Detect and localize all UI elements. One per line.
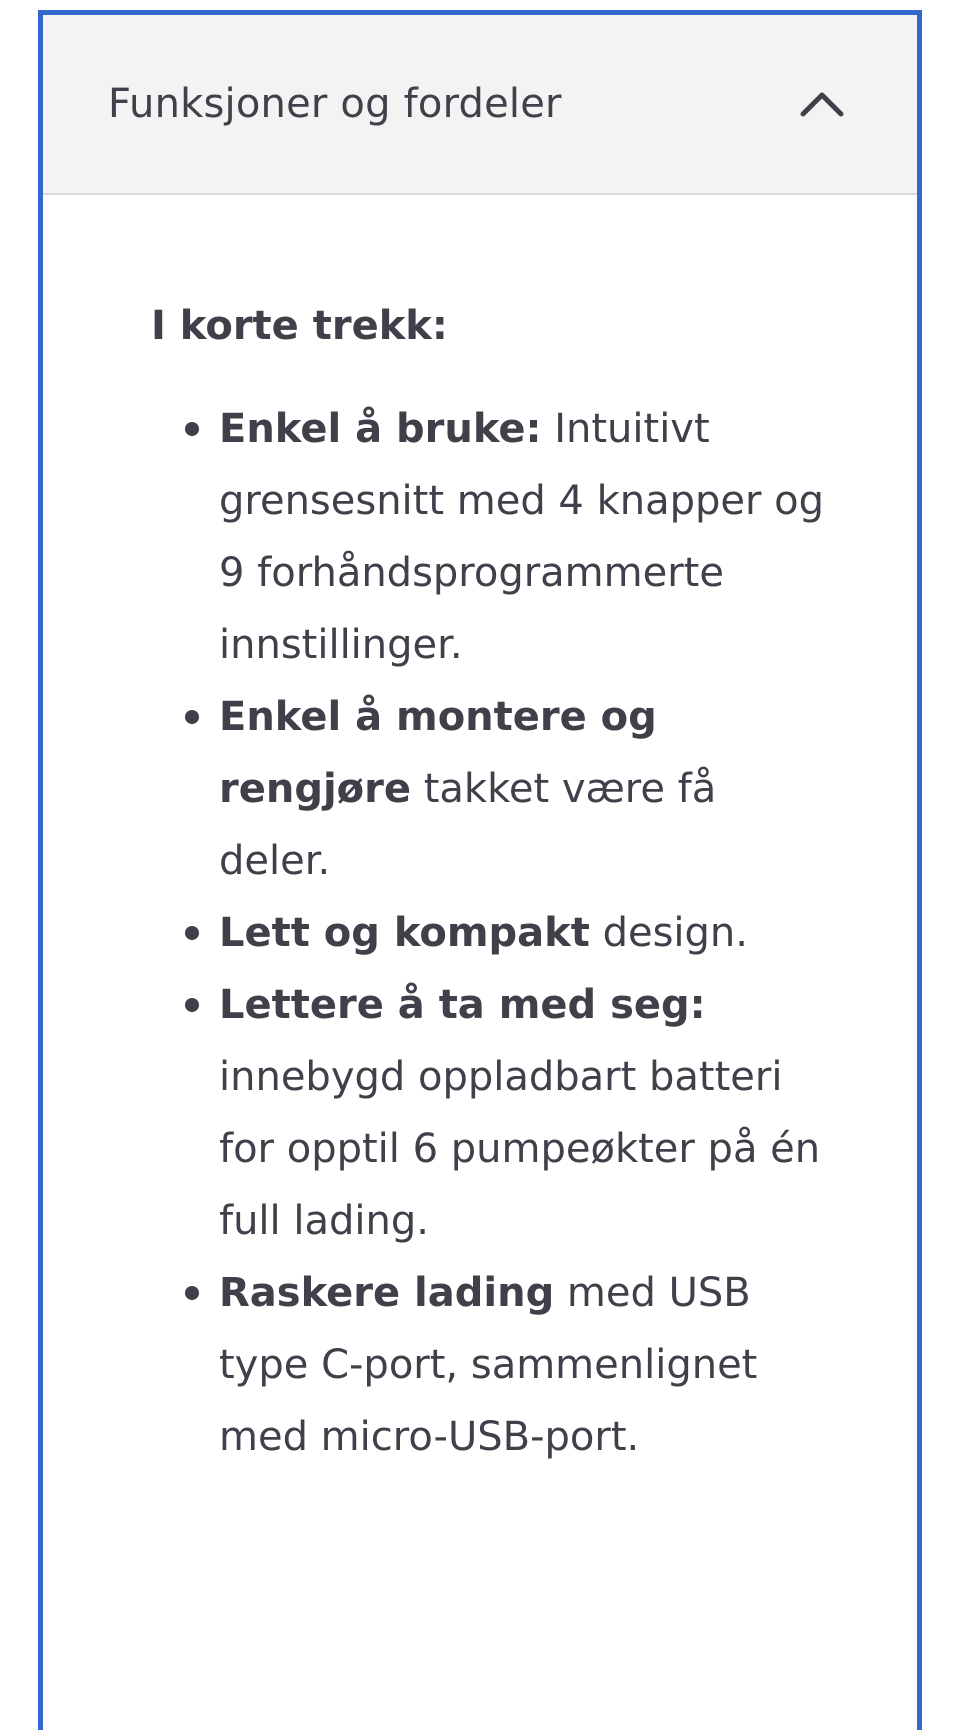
accordion-body <box>43 195 917 1473</box>
feature-bold-text: Lettere å ta med seg: <box>219 982 706 1028</box>
feature-text: design. <box>589 910 748 956</box>
section-heading: I korte trekk: <box>151 303 448 349</box>
bullet-icon <box>185 710 199 724</box>
list-item <box>219 681 839 897</box>
bullet-icon <box>185 926 199 940</box>
list-item <box>219 897 839 969</box>
feature-text: innebygd oppladbart batteri for opptil 6 pumpeøkter på én full lading. <box>219 1054 821 1244</box>
feature-bold-text: Lett og kompakt <box>219 910 590 956</box>
list-item <box>219 969 839 1257</box>
bullet-icon <box>185 422 199 436</box>
accordion-title: Funksjoner og fordeler <box>108 81 562 127</box>
feature-text: Intuitivt grensesnitt med 4 knapper og 9 forhåndsprogrammerte innstillinger. <box>219 406 825 668</box>
list-item <box>219 393 839 681</box>
features-accordion <box>38 10 922 1730</box>
bullet-icon <box>185 1286 199 1300</box>
feature-bold-text: Enkel å bruke: <box>219 406 542 452</box>
feature-bold-text: Raskere lading <box>219 1270 555 1316</box>
chevron-up-icon[interactable] <box>797 86 847 122</box>
feature-text: takket være få deler. <box>219 766 717 884</box>
list-item <box>219 1257 839 1473</box>
feature-text: med USB type C-port, sammenlignet med micro-USB-port. <box>219 1270 758 1460</box>
feature-bold-text: Enkel å montere og rengjøre <box>219 694 657 812</box>
accordion-header[interactable] <box>43 15 917 195</box>
feature-list <box>151 393 839 1473</box>
bullet-icon <box>185 998 199 1012</box>
